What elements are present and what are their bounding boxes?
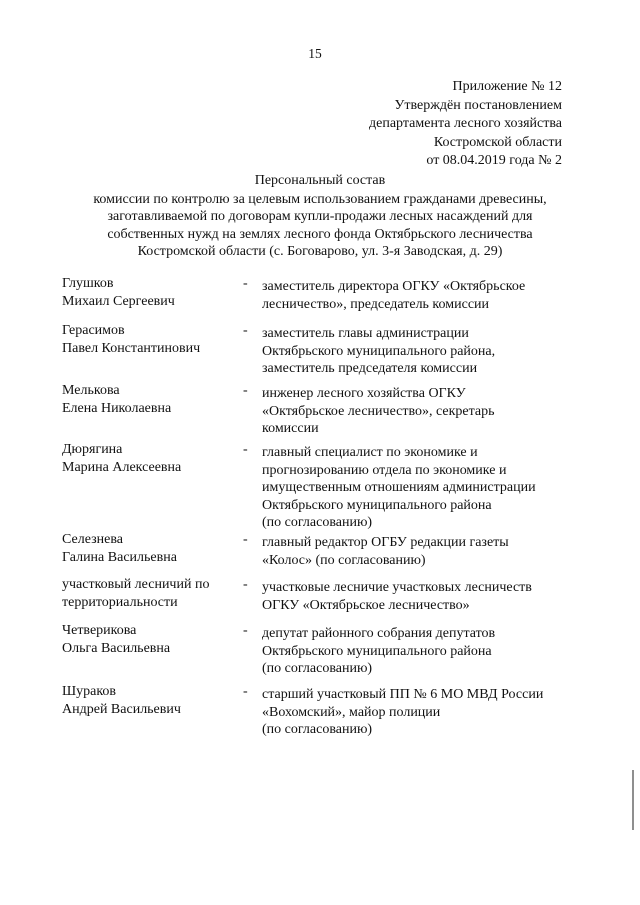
member-role-line: заместитель главы администрации bbox=[262, 326, 469, 341]
title-line: заготавливаемой по договорам купли-продажи лесных насаждений для bbox=[107, 209, 533, 224]
member-role-line: заместитель председателя комиссии bbox=[262, 361, 478, 376]
member-role-line: Октябрьского муниципального района, bbox=[262, 343, 496, 359]
member-role-line: (по согласованию) bbox=[262, 661, 373, 676]
title-line: комиссии по контролю за целевым использованием гражданами древесины, bbox=[93, 191, 547, 207]
member-name bbox=[62, 576, 242, 612]
member-role-line: участковые лесничие участковых лесничеств bbox=[262, 580, 532, 595]
member-role-line: комиссии bbox=[262, 421, 319, 436]
member-name bbox=[62, 322, 242, 358]
member-name-line: Елена Николаевна bbox=[62, 401, 172, 416]
member-role bbox=[262, 579, 562, 614]
member-name-line: Селезнева bbox=[62, 532, 123, 547]
approval-line: Приложение № 12 bbox=[452, 79, 562, 94]
dash-separator: - bbox=[243, 323, 248, 338]
member-role bbox=[262, 534, 562, 569]
member-name bbox=[62, 441, 242, 477]
member-role-line: имущественным отношениям администрации bbox=[262, 480, 536, 495]
member-role bbox=[262, 686, 562, 739]
dash-separator: - bbox=[243, 684, 248, 699]
dash-separator: - bbox=[243, 577, 248, 592]
member-name-line: Глушков bbox=[62, 276, 114, 291]
member-name bbox=[62, 683, 242, 719]
member-name bbox=[62, 275, 242, 311]
member-name-line: Галина Васильевна bbox=[62, 550, 177, 565]
title-line: Костромской области (с. Боговарово, ул. 3-я Заводская, д. 29) bbox=[137, 244, 503, 259]
member-name-line: Мелькова bbox=[62, 383, 120, 398]
member-role-line: «Колос» (по согласованию) bbox=[262, 552, 426, 568]
approval-line: Костромской области bbox=[433, 134, 562, 150]
member-name-line: участковый лесничий по bbox=[62, 577, 210, 592]
member-name bbox=[62, 531, 242, 567]
member-name-line: Дюрягина bbox=[62, 442, 123, 457]
dash-separator: - bbox=[243, 442, 248, 457]
approval-line: департамента лесного хозяйства bbox=[369, 116, 562, 131]
title-main: Персональный состав bbox=[254, 173, 386, 188]
member-role-line: ОГКУ «Октябрьское лесничество» bbox=[262, 597, 470, 613]
member-name-line: территориальности bbox=[62, 595, 178, 610]
member-name bbox=[62, 382, 242, 418]
member-role bbox=[262, 325, 562, 378]
approval-line: от 08.04.2019 года № 2 bbox=[426, 153, 562, 168]
page-number: 15 bbox=[308, 46, 322, 61]
member-role bbox=[262, 444, 562, 532]
member-name-line: Андрей Васильевич bbox=[62, 702, 181, 717]
member-role-line: инженер лесного хозяйства ОГКУ bbox=[262, 386, 466, 401]
member-role-line: лесничество», председатель комиссии bbox=[262, 296, 490, 312]
member-role-line: заместитель директора ОГКУ «Октябрьское bbox=[262, 279, 526, 294]
member-role-line: депутат районного собрания депутатов bbox=[262, 626, 496, 641]
member-role-line: старший участковый ПП № 6 МО МВД России bbox=[262, 687, 544, 702]
member-role bbox=[262, 278, 562, 313]
member-name-line: Ольга Васильевна bbox=[62, 641, 171, 656]
approval-line: Утверждён постановлением bbox=[394, 97, 562, 113]
member-role-line: (по согласованию) bbox=[262, 515, 373, 530]
member-name-line: Герасимов bbox=[62, 323, 125, 338]
member-role bbox=[262, 625, 562, 678]
member-role-line: главный редактор ОГБУ редакции газеты bbox=[262, 535, 509, 550]
member-name-line: Михаил Сергеевич bbox=[62, 294, 175, 309]
member-role-line: «Вохомский», майор полиции bbox=[262, 704, 441, 720]
member-name bbox=[62, 622, 242, 658]
member-name-line: Шураков bbox=[62, 684, 117, 699]
dash-separator: - bbox=[243, 532, 248, 547]
member-name-line: Марина Алексеевна bbox=[62, 460, 182, 475]
member-role-line: прогнозированию отдела по экономике и bbox=[262, 462, 507, 478]
member-role-line: «Октябрьское лесничество», секретарь bbox=[262, 403, 495, 419]
member-role bbox=[262, 385, 562, 438]
member-name-line: Павел Константинович bbox=[62, 341, 201, 356]
dash-separator: - bbox=[243, 276, 248, 291]
title-line: собственных нужд на землях лесного фонда Октябрьского лесничества bbox=[107, 226, 533, 242]
member-role-line: главный специалист по экономике и bbox=[262, 445, 478, 460]
dash-separator: - bbox=[243, 383, 248, 398]
approval-block bbox=[369, 78, 562, 171]
member-name-line: Четверикова bbox=[62, 623, 137, 638]
document-title bbox=[40, 172, 600, 261]
member-role-line: Октябрьского муниципального района bbox=[262, 643, 492, 659]
member-role-line: (по согласованию) bbox=[262, 722, 373, 737]
scan-edge-mark bbox=[632, 770, 634, 830]
dash-separator: - bbox=[243, 623, 248, 638]
member-role-line: Октябрьского муниципального района bbox=[262, 497, 492, 513]
